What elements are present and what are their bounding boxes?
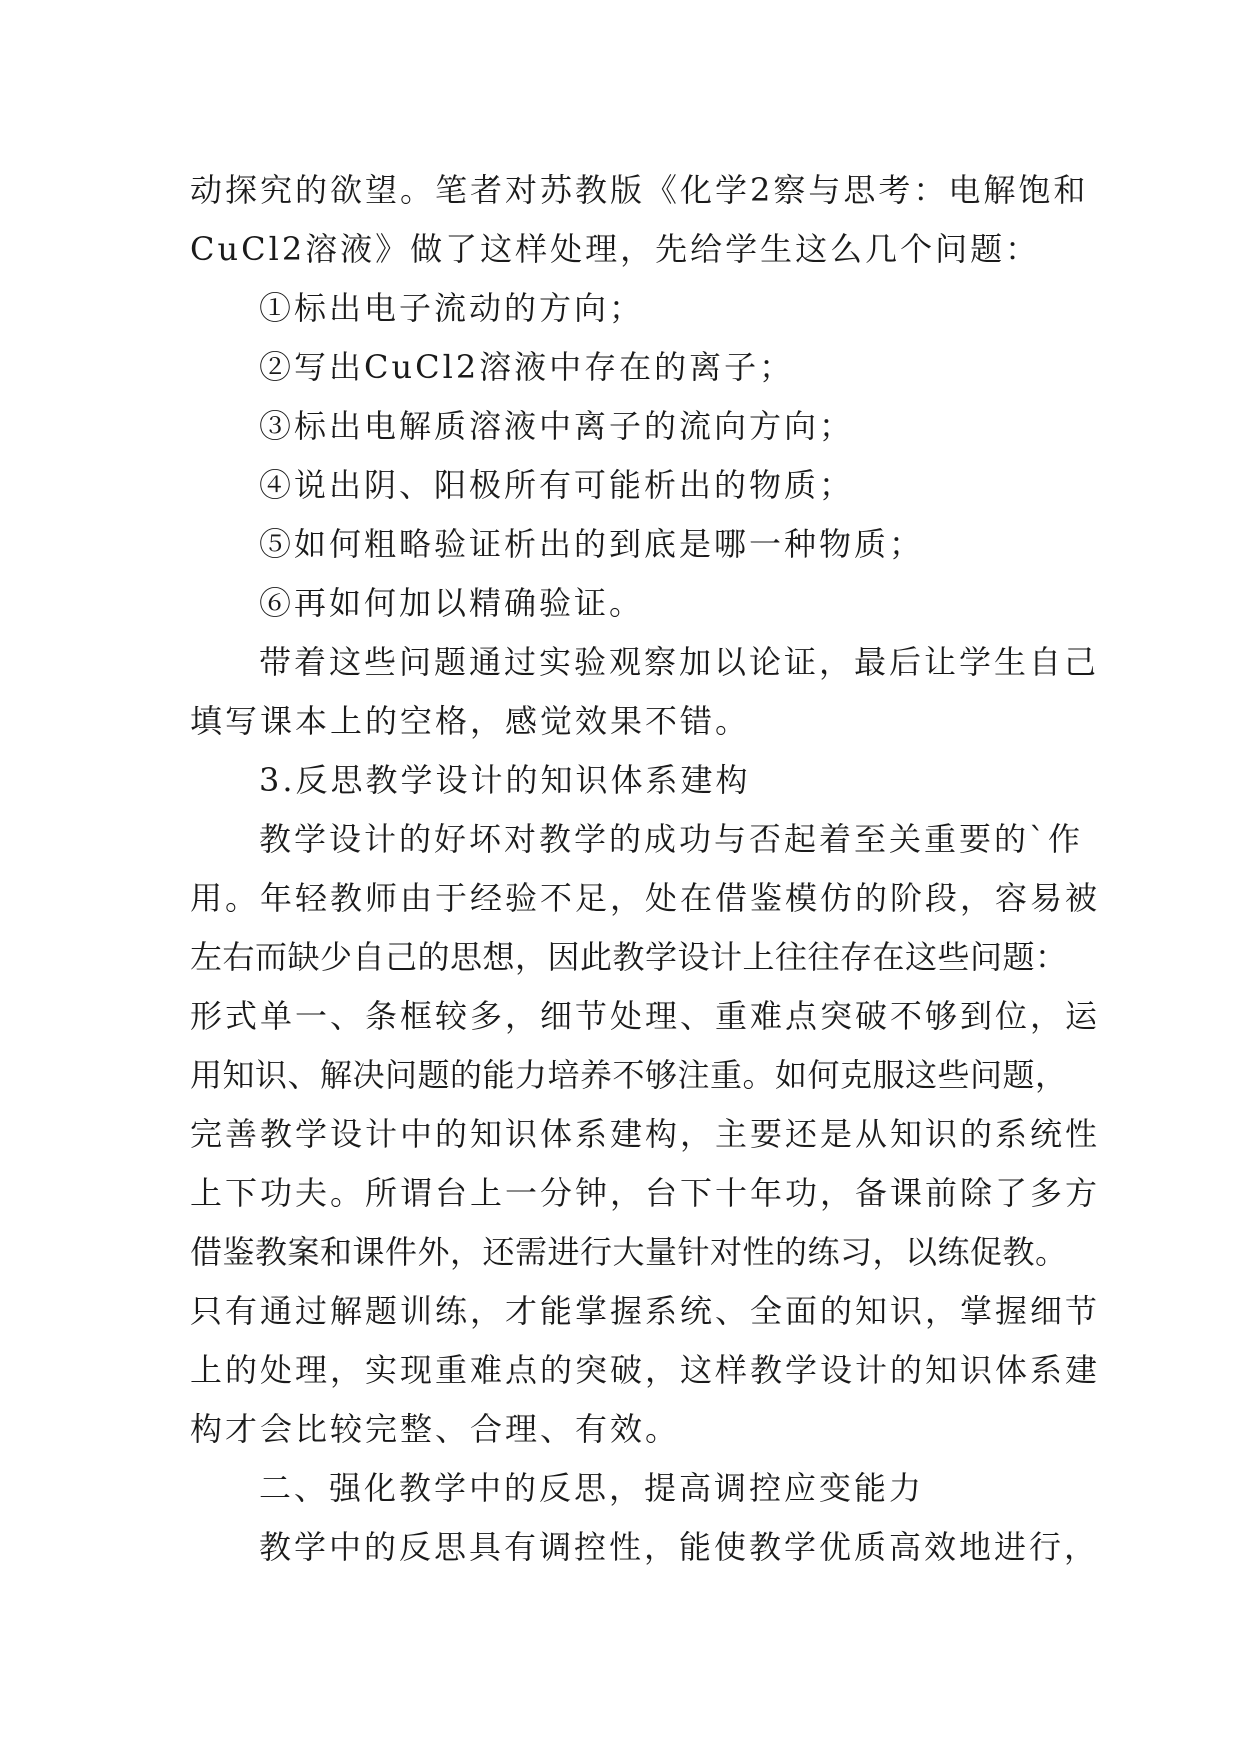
paragraph-line: 教学设计的好坏对教学的成功与否起着至关重要的`作 — [259, 820, 1084, 858]
question-item: ②写出CuCl2溶液中存在的离子； — [259, 348, 795, 386]
paragraph-line: 用。年轻教师由于经验不足，处在借鉴模仿的阶段，容易被 — [190, 879, 1101, 917]
paragraph-line: 用知识、解决问题的能力培养不够注重。如何克服这些问题， — [190, 1056, 1068, 1094]
document-body — [190, 161, 1101, 1577]
question-item: ①标出电子流动的方向； — [259, 289, 645, 327]
paragraph-line: 带着这些问题通过实验观察加以论证，最后让学生自己 — [259, 643, 1100, 681]
section-heading: 3.反思教学设计的知识体系建构 — [259, 761, 751, 799]
paragraph-line: 完善教学设计中的知识体系建构，主要还是从知识的系统性 — [190, 1115, 1101, 1153]
paragraph-line: 上的处理，实现重难点的突破，这样教学设计的知识体系建 — [190, 1351, 1101, 1389]
paragraph-line: 形式单一、条框较多，细节处理、重难点突破不够到位，运 — [190, 997, 1101, 1035]
paragraph-line: 只有通过解题训练，才能掌握系统、全面的知识，掌握细节 — [190, 1292, 1101, 1330]
paragraph-line: 教学中的反思具有调控性，能使教学优质高效地进行， — [259, 1528, 1100, 1566]
paragraph-line: 构才会比较完整、合理、有效。 — [190, 1410, 681, 1448]
paragraph-line: 左右而缺少自己的思想，因此教学设计上往往存在这些问题： — [190, 938, 1068, 976]
question-item: ⑥再如何加以精确验证。 — [259, 584, 645, 622]
paragraph-line: 动探究的欲望。笔者对苏教版《化学2察与思考：电解饱和 — [190, 171, 1089, 209]
question-item: ④说出阴、阳极所有可能析出的物质； — [259, 466, 855, 504]
paragraph-line: 上下功夫。所谓台上一分钟，台下十年功，备课前除了多方 — [190, 1174, 1101, 1212]
paragraph-line: CuCl2溶液》做了这样处理，先给学生这么几个问题： — [190, 230, 1041, 268]
question-item: ③标出电解质溶液中离子的流向方向； — [259, 407, 855, 445]
question-item: ⑤如何粗略验证析出的到底是哪一种物质； — [259, 525, 925, 563]
paragraph-line: 填写课本上的空格，感觉效果不错。 — [190, 702, 751, 740]
paragraph-line: 借鉴教案和课件外，还需进行大量针对性的练习，以练促教。 — [190, 1233, 1068, 1271]
section-heading: 二、强化教学中的反思，提高调控应变能力 — [259, 1469, 925, 1507]
